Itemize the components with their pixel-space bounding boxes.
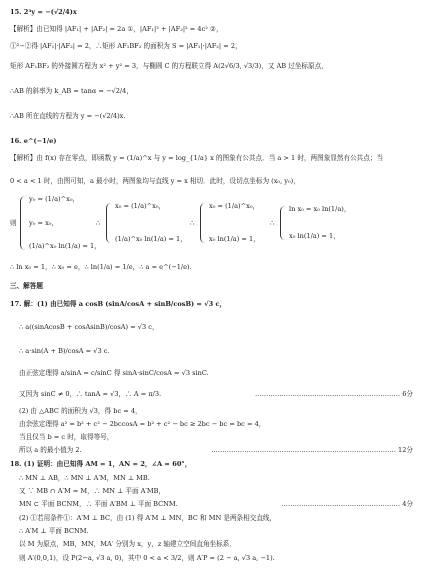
equation-system-4 (280, 206, 350, 240)
section-heading: 三、解答题 (10, 282, 43, 290)
problem-15-answer: 15. 2³y = −(√2/4)x (10, 8, 77, 16)
score-marker: ………………………………………………………… 6分 (255, 390, 413, 398)
system-2-row-1: x₀ = (1/a)^x₀， (115, 202, 166, 210)
system-brace (106, 203, 112, 243)
system-brace (20, 196, 26, 250)
problem-18-line-3: 又 ∵ MB ∩ A′M = M，∴ MN ⊥ 平面 A′MB， (19, 487, 166, 495)
problem-18-line-4: MN ⊂ 平面 BCNM，∴ 平面 A′BM ⊥ 平面 BCNM. (19, 500, 178, 508)
system-4-row-2: x₀ ln(1/a) = 1， (289, 232, 340, 241)
system-lead-label: 则 (10, 219, 17, 227)
therefore-symbol: ∴ (270, 219, 275, 227)
problem-17-line-8: 所以 a 的最小值为 2. (19, 446, 82, 454)
problem-16-answer: 16. e^(−1/e) (10, 137, 57, 145)
equation-system-2 (106, 203, 187, 243)
problem-17-line-7: 当且仅当 b = c 时，取得等号， (19, 433, 114, 441)
therefore-symbol: ∴ (190, 219, 195, 227)
problem-18-line-2: ∴ MN ⊥ AB，∴ MN ⊥ A′M，MN ⊥ MB. (19, 474, 150, 482)
system-1-row-1: y₀ = (1/a)^x₀， (29, 195, 80, 203)
system-2-row-2: (1/a)^x₀ ln(1/a) = 1， (115, 235, 187, 244)
system-1-row-3: (1/a)^x₀ ln(1/a) = 1， (29, 242, 101, 251)
score-value: 4分 (402, 500, 413, 508)
problem-15-line-4: ∴AB 的斜率为 k_AB = tanα = −√2/4， (10, 87, 133, 95)
problem-15-line-2: ①²−②得 |AF₁|·|AF₂| = 2，∴矩形 AF₁BF₂ 的面积为 S = |AF₁|·|AF₂| = 2， (10, 42, 242, 50)
score-marker: ……………………………………………… 4分 (281, 500, 413, 508)
score-value: 6分 (402, 390, 413, 398)
system-brace (280, 206, 286, 240)
problem-15-line-3: 矩形 AF₁BF₂ 的外接圆方程为 x² + y² = 3，与椭圆 C 的方程联立得 A(2√6/3, √3/3)，又 AB 过坐标原点， (10, 62, 328, 70)
system-3-row-1: x₀ = (1/a)^x₀， (209, 202, 260, 210)
problem-17-line-6: 由余弦定理得 a² = b² + c² − 2bccosA = b² + c² − bc ≥ 2bc − bc = bc = 4， (19, 420, 266, 428)
problem-15-line-1: 【解析】由已知得 |AF₁| + |AF₂| = 2a ①，|AF₁|² + |AF₂|² = 4c² ②， (10, 25, 223, 33)
problem-16-line-2: 0 < a < 1 时，由图可知，a 最小时，两图象均与直线 y = x 相切．此时，设切点坐标为 (x₀, y₀)， (10, 177, 300, 185)
problem-16-line-1: 【解析】由 f(x) 存在零点，即函数 y = (1/a)^x 与 y = log_{1/a} x 的图象有公共点．当 a > 1 时，两图象显然有公共点；当 (10, 154, 384, 162)
problem-17-line-4: 又因为 sinC ≠ 0，∴ tanA = √3，∴ A = π/3. (19, 390, 162, 398)
problem-17-line-2: ∴ a·sin(A + B)/cosA = √3 c. (19, 347, 110, 355)
problem-18-line-5: (2) ①若用条件①：A′M ⊥ BC，由 (1) 得 A′M ⊥ MN，BC 和 MN 是两条相交直线， (19, 514, 277, 522)
system-4-row-1: ln x₀ = x₀ ln(1/a)， (289, 205, 351, 213)
problem-18-line-1: 18. (1) 证明：由已知得 AM = 1，AN = 2，∠A = 60°， (10, 460, 192, 468)
problem-17-line-5: (2) 由 △ABC 的面积为 √3，得 bc = 4， (19, 407, 142, 415)
system-brace (200, 203, 206, 243)
problem-18-line-6: ∴ A′M ⊥ 平面 BCNM. (19, 527, 89, 535)
score-marker: ………………………………………………………………………… 12分 (211, 446, 413, 454)
problem-17-line-0: 17. 解：(1) 由已知得 a cosB (sinA/cosA + sinB/cosB) = √3 c， (10, 300, 227, 308)
problem-15-line-5: ∴AB 所在直线的方程为 y = −(√2/4)x. (10, 112, 126, 120)
score-value: 12分 (398, 446, 413, 454)
system-3-row-2: x₀ ln(1/a) = 1， (209, 235, 260, 244)
problem-16-conclusion: ∴ ln x₀ = 1，∴ x₀ = e，∴ ln(1/a) = 1/e，∴ a = e^(−1/e). (10, 263, 192, 271)
problem-17-line-3: 由正弦定理得 a/sinA = c/sinC 得 sinA·sinC/cosA = √3 sinC. (19, 369, 209, 377)
problem-18-line-7: 以 M 为原点，MB，MN，MA′ 分别为 x，y，z 轴建立空间直角坐标系． (19, 540, 236, 548)
equation-system-3 (200, 203, 260, 243)
equation-system-1 (20, 196, 101, 250)
system-1-row-2: y₀ = x₀， (29, 218, 59, 227)
problem-17-line-1: ∴ a((sinAcosB + cosAsinB)/cosA) = √3 c， (19, 323, 159, 331)
therefore-symbol: ∴ (96, 219, 101, 227)
problem-18-line-8: 则 A′(0,0,1)，设 P(2−a, √3 a, 0)，其中 0 < a < 3/2，则 A′P = (2 − a, √3 a, −1). (19, 554, 275, 562)
